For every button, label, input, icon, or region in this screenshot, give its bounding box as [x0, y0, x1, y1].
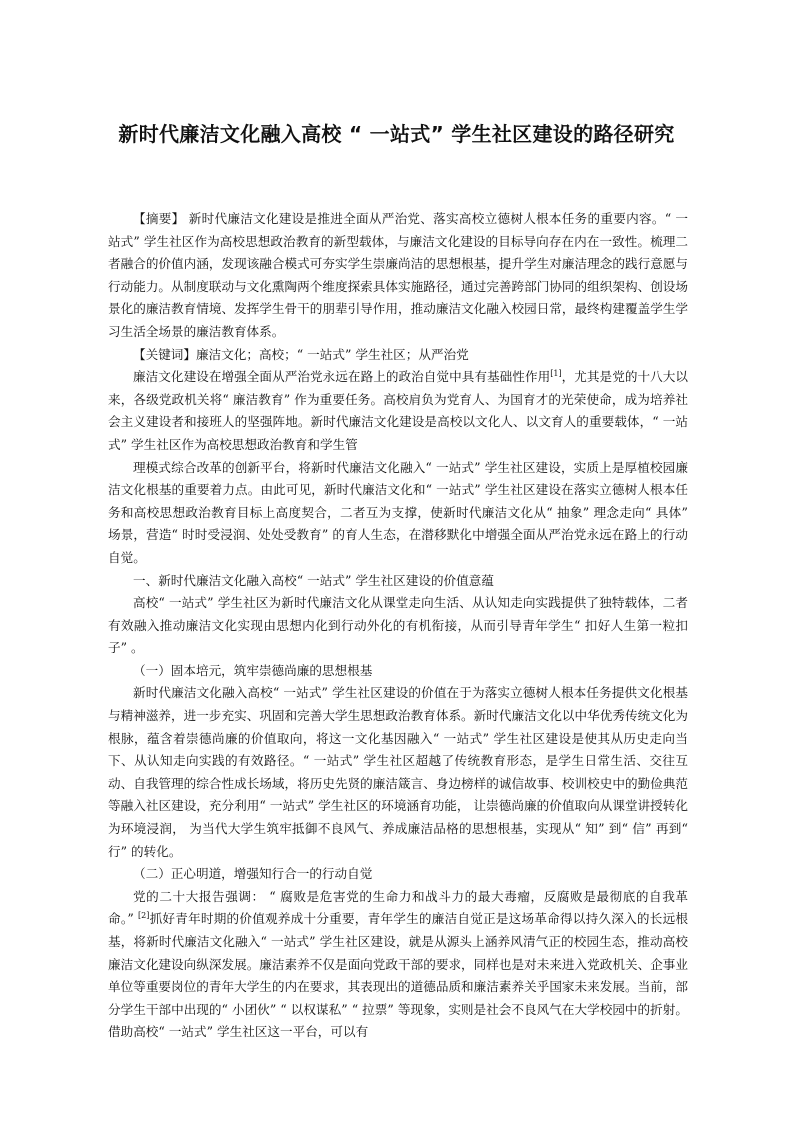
keywords-paragraph [108, 344, 688, 367]
intro-paragraph-2: 理模式综合改革的创新平台，将新时代廉洁文化融入“ 一站式” 学生社区建设，实质上是厚植校园廉洁文化根基的重要着力点。由此可见，新时代廉洁文化和“ 一站式” 学生社区建设在落实立德树人根本任务和高校思想政治教育目标上高度契合，二者互为支撑，使新时代廉洁文化从“ 抽象” 理念走向“ 具体” 场景，营造“ 时时受浸润、处处受教育” 的育人生态，在潜移默化中增强全面从严治党永远在路上的行动自觉。 [108, 459, 688, 565]
subsection-1-text: 新时代廉洁文化融入高校“ 一站式” 学生社区建设的价值在于为落实立德树人根本任务提供文化根基与精神滋养，进一步充实、巩固和完善大学生思想政治教育体系。新时代廉洁文化以中华优秀传统文化为根脉，蕴含着崇德尚廉的价值取向，将这一文化基因融入“ 一站式” 学生社区建设是使其从历史走向当下、从认知走向实践的有效路径。“ 一站式” 学生社区超越了传统教育形态，是学生日常生活、交往互动、自我管理的综合性成长场域，将历史先贤的廉洁箴言、身边榜样的诚信故事、校训校史中的勤俭典范等融入社区建设，充分利用“ 一站式” 学生社区的环境涵育功能， 让崇德尚廉的价值取向从课堂讲授转化为环境浸润， 为当代大学生筑牢抵御不良风气、养成廉洁品格的思想根基，实现从“ 知” 到“ 信” 再到“ 行” 的转化。 [108, 685, 688, 859]
subsection-2-heading: （二）正心明道，增强知行合一的行动自觉 [133, 866, 373, 882]
keywords-label: 【关键词】 [133, 346, 196, 362]
subsection-2-body: 抓好青年时期的价值观养成十分重要，青年学生的廉洁自觉正是这场革命得以持久深入的长远根基，将新时代廉洁文化融入“ 一站式” 学生社区建设，就是从源头上涵养风清气正的校园生态，推动高校廉洁文化建设向纵深发展。廉洁素养不仅是面向党政干部的要求，同样也是对未来进入党政机关、企事业单位等重要岗位的青年大学生的内在要求，其表现出的道德品质和廉洁素养关乎国家未来发展。当前，部分学生干部中出现的“ 小团伙” “ 以权谋私” “ 拉票” 等现象，实则是社会不良风气在大学校园中的折射。借助高校“ 一站式” 学生社区这一平台，可以有 [108, 911, 688, 1040]
intro-text: ，尤其是党的十八大以来，各级党政机关将“ 廉洁教育” 作为重要任务。高校肩负为党育人、为国育才的光荣使命，成为培养社会主义建设者和接班人的坚强阵地。新时代廉洁文化建设是高校以文化人、以文育人的重要载体，“ 一站式” 学生社区作为高校思想政治教育和学生管 [108, 369, 689, 452]
subsection-2-text [108, 886, 688, 1044]
section-1-heading: 一、新时代廉洁文化融入高校“ 一站式” 学生社区建设的价值意蕴 [133, 572, 494, 588]
keywords-text: 廉洁文化；高校；“ 一站式” 学生社区；从严治党 [195, 346, 469, 362]
section-1-intro: 高校“ 一站式” 学生社区为新时代廉洁文化从课堂走向生活、从认知走向实践提供了独特载体，二者有效融入推动廉洁文化实现由思想内化到行动外化的有机衔接，从而引导青年学生“ 扣好人生第一粒扣子” 。 [108, 595, 688, 656]
paper-body [108, 208, 688, 1044]
subsection-2-quote: 党的二十大报告强调： “ 腐败是危害党的生命力和战斗力的最大毒瘤，反腐败是最彻底的自我革命。” [108, 888, 688, 927]
intro-paragraph-1 [108, 366, 688, 456]
abstract-paragraph [108, 208, 688, 344]
citation-1: [1] [550, 368, 562, 378]
paper-title: 新时代廉洁文化融入高校 “ 一站式” 学生社区建设的路径研究 [118, 122, 675, 146]
subsection-1-heading: （一）固本培元，筑牢崇德尚廉的思想根基 [133, 662, 373, 678]
abstract-text: 新时代廉洁文化建设是推进全面从严治党、落实高校立德树人根本任务的重要内容。“ 一站式” 学生社区作为高校思想政治教育的新型载体，与廉洁文化建设的目标导向存在内在一致性。梳理二者融合的价值内涵，发现该融合模式可夯实学生崇廉尚洁的思想根基，提升学生对廉洁理念的践行意愿与行动能力。从制度联动与文化熏陶两个维度探索具体实施路径，通过完善跨部门协同的组织架构、创设场景化的廉洁教育情境、发挥学生骨干的朋辈引导作用，推动廉洁文化融入校园日常，最终构建覆盖学生学习生活全场景的廉洁教育体系。 [108, 211, 688, 339]
abstract-label: 【摘要】 [133, 211, 185, 226]
citation-2: [2] [138, 911, 150, 921]
intro-text: 廉洁文化建设在增强全面从严治党永远在路上的政治自觉中具有基础性作用 [133, 369, 551, 385]
